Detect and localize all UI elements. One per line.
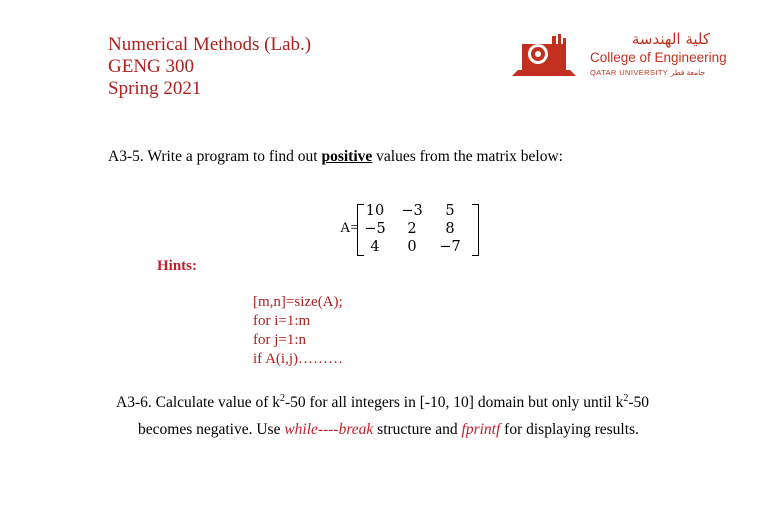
course-title: Numerical Methods (Lab.) xyxy=(108,34,312,55)
matrix-cell: 0 xyxy=(407,239,417,255)
q6-text: -50 xyxy=(628,394,650,411)
matrix-cell: 8 xyxy=(445,221,455,237)
matrix-cell: 2 xyxy=(407,221,417,237)
q6-text: becomes negative. Use xyxy=(138,421,285,438)
q6-keyword: while----break xyxy=(284,421,374,438)
college-logo-icon xyxy=(512,30,576,78)
matrix-cell: −5 xyxy=(364,221,386,237)
matrix-right-bracket xyxy=(472,204,479,256)
q6-text: -50 for all integers in [-10, 10] domain but only until k xyxy=(284,394,624,411)
logo-university-text: QATAR UNIVERSITY جامعة قطر xyxy=(590,68,706,77)
hint-line: for j=1:n xyxy=(253,332,307,348)
q5-suffix: values from the matrix below: xyxy=(372,148,563,165)
matrix-cell: 5 xyxy=(445,203,455,219)
course-code: GENG 300 xyxy=(108,56,195,77)
matrix-label: A= xyxy=(340,220,359,236)
q6-exponent: 2 xyxy=(623,392,629,404)
q5-prefix: A3-5. Write a program to find out xyxy=(108,148,322,165)
matrix-cell: 10 xyxy=(365,203,385,219)
matrix-cell: −7 xyxy=(439,239,461,255)
logo-college-text: College of Engineering xyxy=(590,50,727,65)
matrix-cell: 4 xyxy=(370,239,380,255)
hint-line: for i=1:m xyxy=(253,313,311,329)
question-a3-5 xyxy=(108,148,563,166)
matrix-cell: −3 xyxy=(401,203,423,219)
logo-arabic-text: كلية الهندسة xyxy=(631,30,710,48)
question-a3-6-line1 xyxy=(116,394,649,412)
question-a3-6-line2 xyxy=(138,421,639,439)
q6-exponent: 2 xyxy=(279,392,285,404)
hints-title: Hints: xyxy=(157,258,198,274)
hint-line: if A(i,j)……… xyxy=(253,351,343,367)
q6-keyword: fprintf xyxy=(461,421,501,438)
q6-text: for displaying results. xyxy=(500,421,639,438)
q6-text: A3-6. Calculate value of k xyxy=(116,394,280,411)
hint-line: [m,n]=size(A); xyxy=(253,294,343,310)
course-term: Spring 2021 xyxy=(108,78,202,99)
q6-text: structure and xyxy=(373,421,462,438)
q5-emphasis: positive xyxy=(321,148,373,165)
